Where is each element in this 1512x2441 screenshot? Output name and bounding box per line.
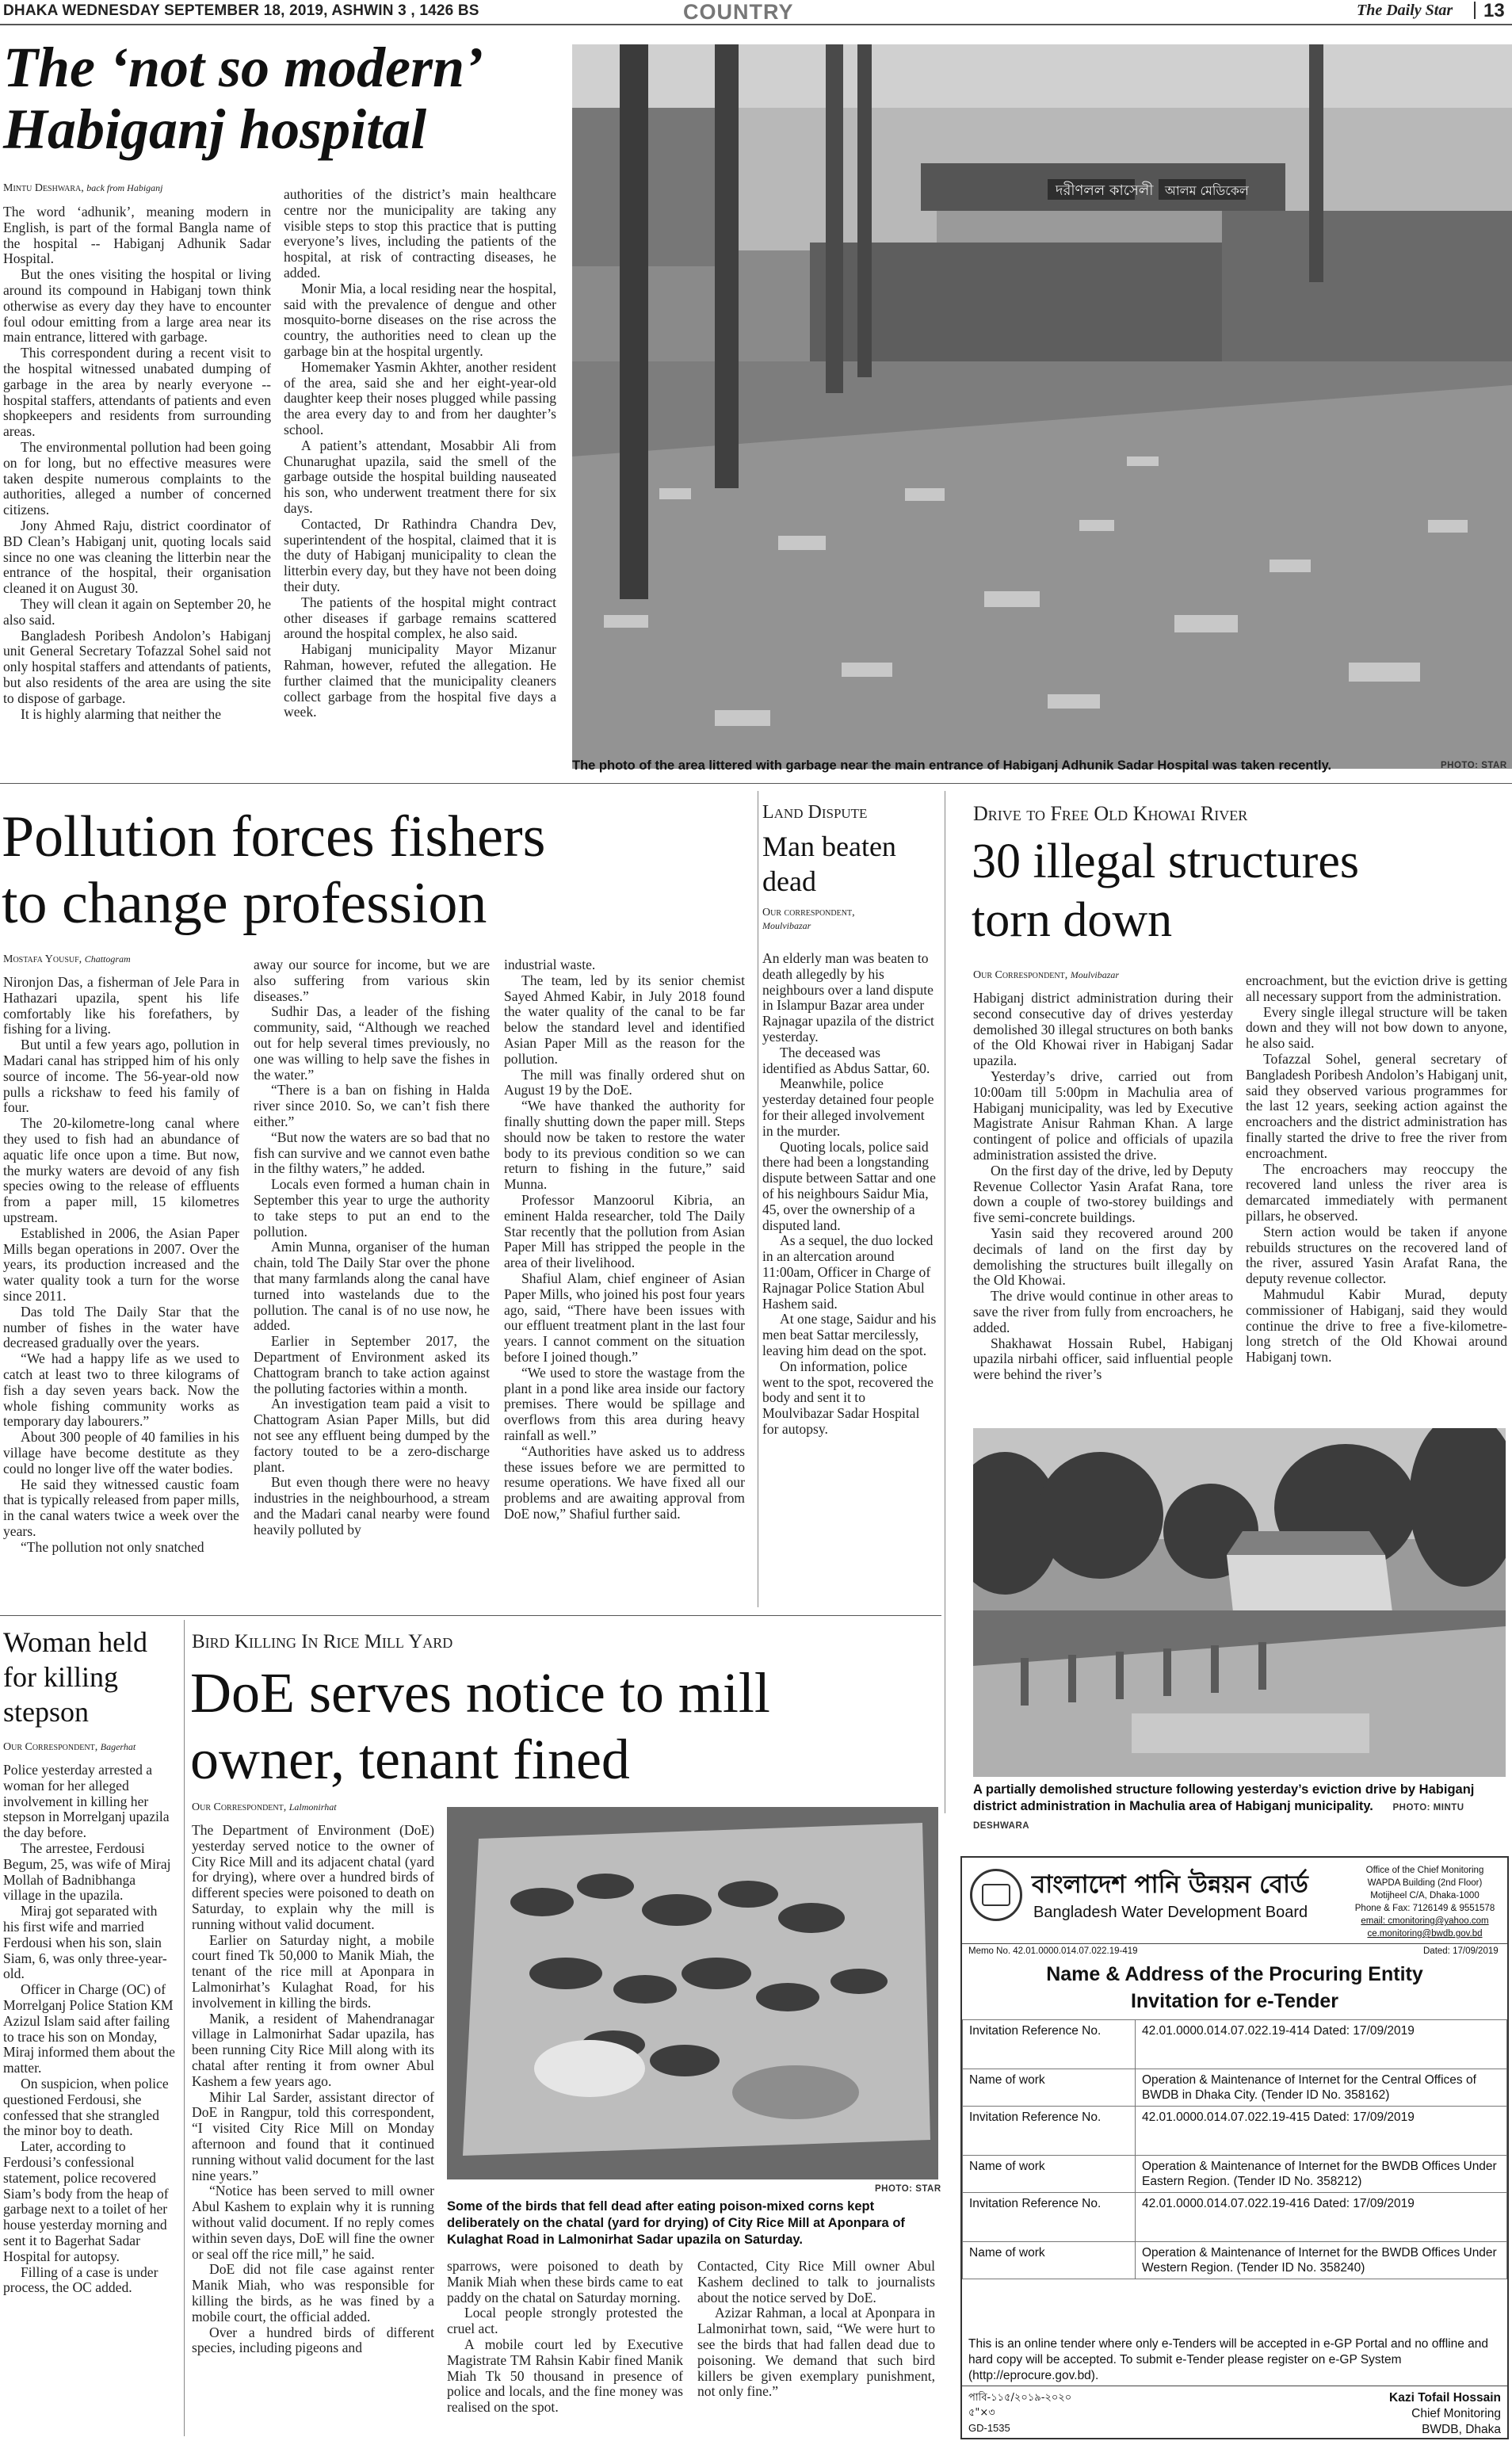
sign-text: দরীণলল কাসেলী: [1056, 182, 1154, 199]
office-address-line: Office of the Chief Monitoring: [1365, 1866, 1484, 1875]
paragraph: The Department of Environment (DoE) yesterday served notice to the owner of City Rice Mill and its adjacent chatal (yard for drying), where over a hundred birds of different species were poisoned to death on Saturday, to explain why the mill is running without valid document.: [192, 1823, 434, 1932]
paragraph: “We used to store the wastage from the plant in a pond like area inside our factory premises. There would be spillage and overflows from this area during heavy rainfall as well.”: [504, 1364, 745, 1443]
paragraph: The patients of the hospital might contract other diseases if garbage remains scattered around the hospital complex, he also said.: [284, 594, 556, 642]
table-row: [963, 2020, 1507, 2069]
story-man-beaten: [758, 788, 941, 1612]
paragraph: Mahmudul Kabir Murad, deputy commissioner of Habiganj, said they would continue the drive to free a five-kilometre-long stretch of the Old Khowai around Habiganj town.: [1246, 1285, 1507, 1366]
paragraph: The deceased was identified as Abdus Sattar, 60.: [762, 1044, 930, 1076]
headline-line: Man beaten: [762, 831, 896, 862]
article-column: [762, 951, 937, 1601]
paragraph: He said they witnessed caustic foam that is typically released from paper mills, in the canal waters twice a week over the years.: [3, 1476, 239, 1539]
paragraph: The team, led by its senior chemist Sayed Ahmed Kabir, in July 2018 found the water quality of the canal to be far below the standard level and identified Asian Paper Mill as the reason for the pollution.: [504, 972, 745, 1067]
byline: [192, 1801, 337, 1814]
hospital-photo: [572, 44, 1512, 769]
ad-heading: [962, 1961, 1507, 2015]
story-illegal-structures: [945, 788, 1512, 1842]
paragraph: They will clean it again on September 20, he also said.: [3, 595, 271, 628]
kicker: Land Dispute: [762, 802, 868, 823]
table-cell-value: 42.01.0000.014.07.022.19-415 Dated: 17/09/2019: [1136, 2107, 1507, 2156]
paragraph: The encroachers may reoccupy the recovered land unless the river area is demarcated immediately with permanent pillars, he observed.: [1246, 1160, 1507, 1224]
ad-title-english: Bangladesh Water Development Board: [1033, 1904, 1308, 1921]
table-cell-value: Operation & Maintenance of Internet for the Central Offices of BWDB in Dhaka City. (Tender ID No. 358162): [1136, 2069, 1507, 2107]
paragraph: encroachment, but the eviction drive is getting all necessary support from the administration.: [1246, 973, 1507, 1004]
table-cell-label: Invitation Reference No.: [963, 2193, 1136, 2242]
signer-name: Kazi Tofail Hossain: [1389, 2391, 1501, 2405]
paragraph: Professor Manzoorul Kibria, an eminent Halda researcher, told The Daily Star recently that the pollution from Asian Paper Mill has stripped the people in the area of their livelihood.: [504, 1191, 745, 1271]
headline: [2, 804, 746, 937]
table-cell-value: Operation & Maintenance of Internet for the BWDB Offices Under Eastern Region. (Tender ID No. 358212): [1136, 2156, 1507, 2193]
article-column: [3, 204, 271, 807]
tender-table-wrap: [962, 2019, 1507, 2279]
paragraph: But even though there were no heavy industries in the neighbourhood, a stream and the Madari canal nearby were found heavily polluted by: [254, 1474, 490, 1538]
paragraph: On suspicion, when police questioned Ferdousi, she confessed that she strangled the minor boy to death.: [3, 2075, 169, 2139]
byline-location: Moulvibazar: [762, 920, 811, 931]
vertical-rule: [184, 1620, 185, 2436]
paragraph: Earlier on Saturday night, a mobile court fined Tk 50,000 to Manik Miah, the tenant of the rice mill at Aponpara in Lalmonirhat’s Kulaghat Road, for his involvement in killing the birds.: [192, 1931, 434, 2011]
headline-line: dead: [762, 865, 816, 897]
office-address: [1344, 1864, 1506, 1940]
paragraph: Earlier in September 2017, the Department of Environment asked its Chattogram branch to take action against the polluting factories within a month.: [254, 1333, 490, 1396]
section-name: COUNTRY: [683, 0, 794, 24]
headline-line: for killing: [3, 1661, 118, 1693]
office-address-line: WAPDA Building (2nd Floor): [1367, 1878, 1483, 1888]
paragraph: Later, according to Ferdousi’s confessional statement, police recovered Siam’s body from the heap of garbage next to a toilet of her house yesterday morning and sent it to Bagerhat Sadar Hospital for autopsy.: [3, 2138, 169, 2264]
paragraph: Bangladesh Poribesh Andolon’s Habiganj unit General Secretary Tofazzal Sohel said not only hospital staffers and attendants of patients, but also residents of the area are using the site to dispose of garbage.: [3, 627, 271, 706]
paragraph: Locals even formed a human chain in September this year to urge the authority to take steps to put an end to the pollution.: [254, 1176, 490, 1240]
paragraph: Homemaker Yasmin Akhter, another resident of the area, said she and her eight-year-old daughter keep their noses plugged while passing the area every day to and from her daughter’s school.: [284, 358, 556, 437]
byline-location: Lalmonirhat: [288, 1801, 337, 1813]
online-note: This is an online tender where only e-Tenders will be accepted in e-GP Portal and no offline and hard copy will be accepted. To submit e-Tender please register on e-GP System (http://eprocure.gov.bd).: [968, 2337, 1488, 2382]
paragraph: Tofazzal Sohel, general secretary of Bangladesh Poribesh Andolon’s Habiganj unit, said they observed various programmes for the last 12 years, seeking action against the encroachers and the district administration has finally started the drive to free the river from encroachment.: [1246, 1050, 1507, 1161]
tender-table: [962, 2019, 1507, 2279]
dead-birds-image: [447, 1807, 938, 2179]
paragraph: Stern action would be taken if anyone rebuilds structures on the recovered land of the river, assured Yasin Arafat Rana, the deputy revenue collector.: [1246, 1223, 1507, 1287]
caption-text: A partially demolished structure following yesterday’s eviction drive by Habiganj district administration in Machulia area of Habiganj municipality.: [973, 1782, 1475, 1813]
ad-code: পাবি-১১৫/২০১৯-২০২০: [968, 2392, 1072, 2404]
table-row: [963, 2193, 1507, 2242]
paragraph: DoE did not file case against renter Manik Miah, who was responsible for killing the birds, as he was fined by a mobile court, the official added.: [192, 2261, 434, 2324]
paragraph: But the ones visiting the hospital or living around its compound in Habiganj town think otherwise as every day they have to encounter foul odour emitting from a large area near its main entrance, littered with garbage.: [3, 266, 271, 346]
byline-name: Our Correspondent,: [192, 1801, 287, 1813]
paragraph: But until a few years ago, pollution in Madari canal has stripped him of his only source of income. The 56-year-old now pulls a rickshaw to feed his family of four.: [3, 1037, 239, 1116]
article-column: [973, 991, 1233, 1425]
paragraph: Shafiul Alam, chief engineer of Asian Paper Mills, who joined his post four years ago, said, “There have been issues with our effluent treatment plant in the last four years. I cannot comment on the situation before I joined though.”: [504, 1270, 745, 1365]
headline-line: 30 illegal structures: [972, 835, 1359, 888]
paragraph: industrial waste.: [504, 957, 596, 972]
ad-heading-line: Name & Address of the Procuring Entity: [1046, 1963, 1423, 1985]
paragraph: Mihir Lal Sarder, assistant director of DoE in Rangpur, told this correspondent, “I visited City Rice Mill on Monday afternoon and found that it continued running without valid document for the last nine years.”: [192, 2088, 434, 2183]
article-column: [504, 957, 745, 1601]
office-address-line[interactable]: email: cmonitoring@yahoo.com: [1361, 1916, 1489, 1926]
byline-name: Our Correspondent,: [973, 969, 1068, 981]
paragraph: “There is a ban on fishing in Halda river since 2010. So, we can’t fish there either.”: [254, 1082, 490, 1129]
table-cell-label: Invitation Reference No.: [963, 2020, 1136, 2069]
signer-org: BWDB, Dhaka: [1422, 2423, 1501, 2436]
byline-name: Mostafa Yousuf,: [3, 953, 82, 965]
table-row: [963, 2069, 1507, 2107]
paragraph: sparrows, were poisoned to death by Manik Miah when these birds came to eat paddy on the chatal on Saturday morning.: [447, 2259, 683, 2305]
headline: [762, 829, 937, 899]
ad-heading-line: Invitation for e-Tender: [1130, 1990, 1339, 2012]
paragraph: About 300 people of 40 families in his village have become destitute as they could no longer live off the water bodies.: [3, 1429, 239, 1476]
paragraph: Shakhawat Hossain Rubel, Habiganj upazila nirbahi officer, said influential people were behind the river’s: [973, 1335, 1233, 1383]
paragraph: A patient’s attendant, Mosabbir Ali from Chunarughat upazila, said the smell of the garbage outside the hospital building nauseated his son, who underwent treatment there for six days.: [284, 437, 556, 516]
ad-code: ৫"×৩: [968, 2407, 995, 2419]
story-doe-notice: [184, 1620, 941, 2441]
page-number: 13: [1483, 0, 1505, 21]
headline-line: The ‘not so modern’: [3, 36, 484, 99]
headline-line: Habiganj hospital: [3, 97, 427, 161]
photo-caption: The photo of the area littered with garbage near the main entrance of Habiganj Adhunik Sadar Hospital was taken recently.: [572, 758, 1332, 773]
masthead-rule: [0, 24, 1512, 25]
article-column: [447, 2259, 683, 2436]
paragraph: Every single illegal structure will be taken down and they will not bow down to anyone, he also said.: [1246, 1003, 1507, 1052]
table-row: [963, 2107, 1507, 2156]
paragraph: The 20-kilometre-long canal where they used to fish had an abundance of aquatic life once upon a time. But now, the murky waters are devoid of any fish species owing to the release of effluents from a paper mill, 15 kilometres upstream.: [3, 1115, 239, 1225]
paragraph: Monir Mia, a local residing near the hospital, said with the prevalence of dengue and other mosquito-borne diseases on the rise across the country, the authorities need to clean up the garbage bin at the hospital urgently.: [284, 280, 556, 359]
headline-line: to change profession: [2, 871, 487, 936]
paragraph: “We had a happy life as we used to catch at least two to three kilograms of fish a day seven years back. Now the whole fishing community works as temporary day labourers.”: [3, 1350, 239, 1430]
demolition-photo: [973, 1428, 1506, 1777]
office-address-line[interactable]: ce.monitoring@bwdb.gov.bd: [1367, 1929, 1483, 1939]
photo-credit: PHOTO: MINTU DESHWARA: [973, 1803, 1464, 1831]
headline-line: Pollution forces fishers: [2, 804, 546, 869]
byline: [3, 181, 163, 195]
byline: [762, 907, 937, 933]
story-hospital: [0, 29, 1512, 781]
paragraph: away our source for income, but we are also suffering from various skin diseases.”: [254, 957, 490, 1004]
paragraph: On information, police went to the spot, recovered the body and sent it to Moulvibazar Sadar Hospital for autopsy.: [762, 1358, 934, 1437]
paragraph: Officer in Charge (OC) of Morrelganj Police Station KM Azizul Islam said after failing to trace his son on Monday, Miraj informed them about the matter.: [3, 1981, 175, 2076]
table-row: [963, 2156, 1507, 2193]
masthead-dateline: DHAKA WEDNESDAY SEPTEMBER 18, 2019, ASHWIN 3 , 1426 BS: [3, 2, 479, 19]
paragraph: Habiganj district administration during their second consecutive day of drives yesterday demolished 30 illegal structures on both banks of the Old Khowai river in Habiganj Sadar upazila.: [973, 991, 1233, 1069]
paragraph: On the first day of the drive, led by Deputy Revenue Collector Yasin Arafat Rana, tore down a couple of two-storey buildings and five semi-concrete buildings.: [973, 1162, 1233, 1226]
paragraph: Yasin said they recovered around 200 decimals of land on the first day by demolishing the structures built illegally on the Old Khowai.: [973, 1224, 1233, 1289]
paragraph: Contacted, City Rice Mill owner Abul Kashem declined to talk to journalists about the notice served by DoE.: [697, 2259, 935, 2305]
masthead: [0, 0, 1512, 22]
byline: [973, 968, 1119, 982]
article-column: [697, 2259, 935, 2436]
table-cell-label: Name of work: [963, 2242, 1136, 2279]
paragraph: The arrestee, Ferdousi Begum, 25, was wife of Miraj Mollah of Badnibhanga village in the upazila.: [3, 1839, 171, 1904]
paragraph: The mill was finally ordered shut on August 19 by the DoE.: [504, 1066, 745, 1098]
office-address-line: Phone & Fax: 7126149 & 9551578: [1354, 1904, 1495, 1913]
paragraph: Local people strongly protested the cruel act.: [447, 2305, 683, 2337]
byline-location: Moulvibazar: [1070, 969, 1120, 980]
photo-credit: PHOTO: STAR: [875, 2184, 941, 2194]
byline-name: Our Correspondent,: [3, 1741, 98, 1753]
paragraph: It is highly alarming that neither the: [21, 705, 222, 722]
byline-location: back from Habiganj: [86, 182, 163, 193]
paragraph: Meanwhile, police yesterday detained four people for their alleged involvement in the murder.: [762, 1075, 934, 1139]
table-cell-label: Invitation Reference No.: [963, 2107, 1136, 2156]
paragraph: “Authorities have asked us to address these issues before we are permitted to resume operations. We have fixed all our problems and are awaiting approval from DoE now,” Shafiul further said.: [504, 1442, 745, 1522]
signer-title: Chief Monitoring: [1411, 2407, 1501, 2420]
article-column: [284, 187, 556, 807]
paragraph: A mobile court led by Executive Magistrate TM Rahsin Kabir fined Manik Miah Tk 50 thousand in presence of police and locals, and the fine money was realised on the spot.: [447, 2336, 683, 2416]
paragraph: This correspondent during a recent visit to the hospital witnessed unabated dumping of garbage in the area by nearly everyone -- hospital staffers, attendants of patients and even shopkeepers and residents from surrounding areas.: [3, 345, 271, 440]
paragraph: Contacted, Dr Rathindra Chandra Dev, superintendent of the hospital, claimed that it is the duty of Habiganj municipality to clean the litterbin every day, but they have not been doing their duty.: [284, 515, 556, 594]
paragraph: Nironjon Das, a fisherman of Jele Para in Hathazari upazila, spent his life comfortably like his forefathers, by fishing for a living.: [3, 975, 239, 1037]
paragraph: Established in 2006, the Asian Paper Mills began operations in 2007. Over the years, its production increased and the water quality took a turn for the worse since 2011.: [3, 1224, 239, 1304]
demolition-scene-image: [973, 1428, 1506, 1777]
paragraph: Manik, a resident of Mahendranagar village in Lalmonirhat Sadar upazila, has been running City Rice Mill along with its chatal after renting it from owner Abul Kashem a few years ago.: [192, 2010, 434, 2089]
headline: [3, 36, 566, 160]
memo-number: Memo No. 42.01.0000.014.07.022.19-419: [968, 1946, 1138, 1956]
table-cell-label: Name of work: [963, 2156, 1136, 2193]
office-address-line: Motijheel C/A, Dhaka-1000: [1370, 1891, 1480, 1900]
paper-logo: The Daily Star: [1357, 2, 1453, 19]
article-column: [254, 957, 490, 1601]
paragraph: The word ‘adhunik’, meaning modern in English, is part of the formal Bangla name of the hospital -- Habiganj Adhunik Sadar Hospital.: [3, 204, 271, 267]
ad-code: GD-1535: [968, 2422, 1010, 2434]
headline-line: torn down: [972, 893, 1173, 947]
dead-birds-photo: [447, 1807, 938, 2179]
paragraph: As a sequel, the duo locked in an altercation around 11:00am, Officer in Charge of Rajnagar Police Station Abul Hashem said.: [762, 1232, 934, 1312]
paragraph: An elderly man was beaten to death allegedly by his neighbours over a land dispute in Islampur Bazar area under Rajnagar upazila of the district yesterday.: [762, 951, 934, 1045]
paragraph: Yesterday’s drive, carried out from 10:00am till 5:00pm in Machulia area of Habiganj municipality, was led by Executive Magistrate Anisur Rahman Khan. A large contingent of police and officials of upazila administration assisted the drive.: [973, 1068, 1233, 1163]
sign-text: আলম মেডিকেল: [1165, 183, 1249, 198]
paragraph: The drive would continue in other areas to save the river from fully from encroachers, he added.: [973, 1288, 1233, 1335]
paragraph: The environmental pollution had been going on for long, but no effective measures were taken despite numerous complaints to the authorities, alleged a number of concerned citizens.: [3, 438, 271, 518]
garbage-scene-image: [572, 44, 1512, 769]
headline: [972, 832, 1510, 949]
headline: [190, 1660, 938, 1793]
tender-advertisement: [960, 1856, 1509, 2439]
paragraph: At one stage, Saidur and his men beat Sattar mercilessly, leaving him dead on the spot.: [762, 1311, 937, 1358]
memo-date: Dated: 17/09/2019: [1423, 1946, 1499, 1956]
paragraph: Azizar Rahman, a local at Aponpara in Lalmonirhat town, said, “We were hurt to see the birds that had fallen dead due to poisoning. We demand that such bird killers be given exemplary punishment, not only fine.”: [697, 2305, 935, 2400]
table-cell-value: 42.01.0000.014.07.022.19-414 Dated: 17/09/2019: [1136, 2020, 1507, 2069]
section-rule: [0, 783, 1512, 784]
ad-title-bangla: বাংলাদেশ পানি উন্নয়ন বোর্ড: [1032, 1870, 1308, 1899]
byline: [3, 953, 131, 966]
paragraph: Jony Ahmed Raju, district coordinator of BD Clean’s Habiganj unit, quoting locals said since no one was cleaning the litterbin near the entrance of the hospital, their organisation cleaned it on August 30.: [3, 517, 271, 597]
ad-signature: [1295, 2390, 1501, 2438]
paragraph: Police yesterday arrested a woman for her alleged involvement in killing her stepson in Morrelganj upazila the day before.: [3, 1763, 170, 1841]
byline-name: Our correspondent,: [762, 907, 855, 919]
kicker: Drive to Free Old Khowai River: [973, 802, 1248, 825]
headline-line: owner, tenant fined: [190, 1728, 630, 1791]
kicker: Bird Killing In Rice Mill Yard: [192, 1631, 453, 1652]
ad-divider: [962, 1943, 1507, 1944]
article-column: [3, 1763, 176, 2438]
paragraph: “Notice has been served to mill owner Abul Kashem to explain why it is running without valid document. If no reply comes within seven days, DoE will fine the owner or seal off the rice mill,” he said.: [192, 2183, 434, 2262]
article-column: [3, 975, 239, 1601]
paragraph: “The pollution not only snatched: [21, 1538, 204, 1555]
paragraph: Over a hundred birds of different species, including pigeons and: [192, 2324, 434, 2356]
paragraph: “But now the waters are so bad that no fish can survive and we cannot even bathe in the filthy waters,” he added.: [254, 1129, 490, 1177]
paragraph: Das told The Daily Star that the number of fishes in the water have decreased gradually over the years.: [3, 1303, 239, 1351]
table-row: [963, 2242, 1507, 2279]
paragraph: Sudhir Das, a leader of the fishing community, said, “Although we reached out for help several times previously, no one was willing to help save the fishes in the water.”: [254, 1003, 490, 1083]
headline-line: stepson: [3, 1696, 89, 1728]
ad-codes: [968, 2390, 1071, 2435]
photo-caption: [973, 1782, 1504, 1835]
bwdb-logo-icon: [970, 1869, 1022, 1921]
table-cell-value: 42.01.0000.014.07.022.19-416 Dated: 17/09/2019: [1136, 2193, 1507, 2242]
paragraph: Habiganj municipality Mayor Mizanur Rahman, however, refuted the allegation. He further claimed that the municipality cleaners collect garbage from the hospital five days a week.: [284, 641, 556, 720]
paragraph: Amin Munna, organiser of the human chain, told The Daily Star over the phone that many farmlands along the canal have turned into wastelands due to the pollution. The canal is of no use now, he added.: [254, 1239, 490, 1334]
headline: [3, 1625, 181, 1729]
article-column: [192, 1823, 434, 2436]
story-pollution: [0, 788, 754, 1612]
byline-location: Bagerhat: [100, 1741, 136, 1752]
paragraph: authorities of the district’s main healthcare centre nor the municipality are taking any visible steps to stop this practice that is putting everyone’s lives, including the patients of the hospital, at risk of contracting diseases, he added.: [284, 187, 556, 281]
section-rule: [0, 1615, 941, 1616]
headline-line: DoE serves notice to mill: [190, 1661, 770, 1725]
page-divider: [1474, 2, 1476, 19]
byline: [3, 1740, 136, 1754]
headline-line: Woman held: [3, 1626, 148, 1658]
paragraph: Miraj got separated with his first wife and married Ferdousi when his son, slain Siam, 6, was only three-year-old.: [3, 1903, 167, 1982]
article-column: [1246, 973, 1507, 1425]
paragraph: “We have thanked the authority for finally shutting down the paper mill. Steps should now be taken to restore the water body to its previous condition so we can return to fishing in the future,” said Munna.: [504, 1098, 745, 1193]
photo-caption: Some of the birds that fell dead after eating poison-mixed corns kept deliberately on the chatal (yard for drying) of City Rice Mill at Aponpara of Kulaghat Road in Lalmonirhat Sadar upazila on Saturday.: [447, 2199, 905, 2247]
story-woman-held: [0, 1620, 181, 2441]
paragraph: Filling of a case is under process, the OC added.: [3, 2263, 158, 2296]
byline-location: Chattogram: [84, 953, 131, 965]
table-cell-label: Name of work: [963, 2069, 1136, 2107]
paragraph: An investigation team paid a visit to Chattogram Asian Paper Mills, but did not see any effluent being dumped by the factory touted to be a zero-discharge plant.: [254, 1396, 490, 1475]
byline-name: Mintu Deshwara,: [3, 182, 84, 194]
table-cell-value: Operation & Maintenance of Internet for the BWDB Offices Under Western Region. (Tender ID No. 358240): [1136, 2242, 1507, 2279]
photo-credit: PHOTO: STAR: [1441, 761, 1507, 770]
paragraph: Quoting locals, police said there had been a longstanding dispute between Sattar and one of his neighbours Saidur Mia, 45, over the ownership of a disputed land.: [762, 1138, 936, 1233]
